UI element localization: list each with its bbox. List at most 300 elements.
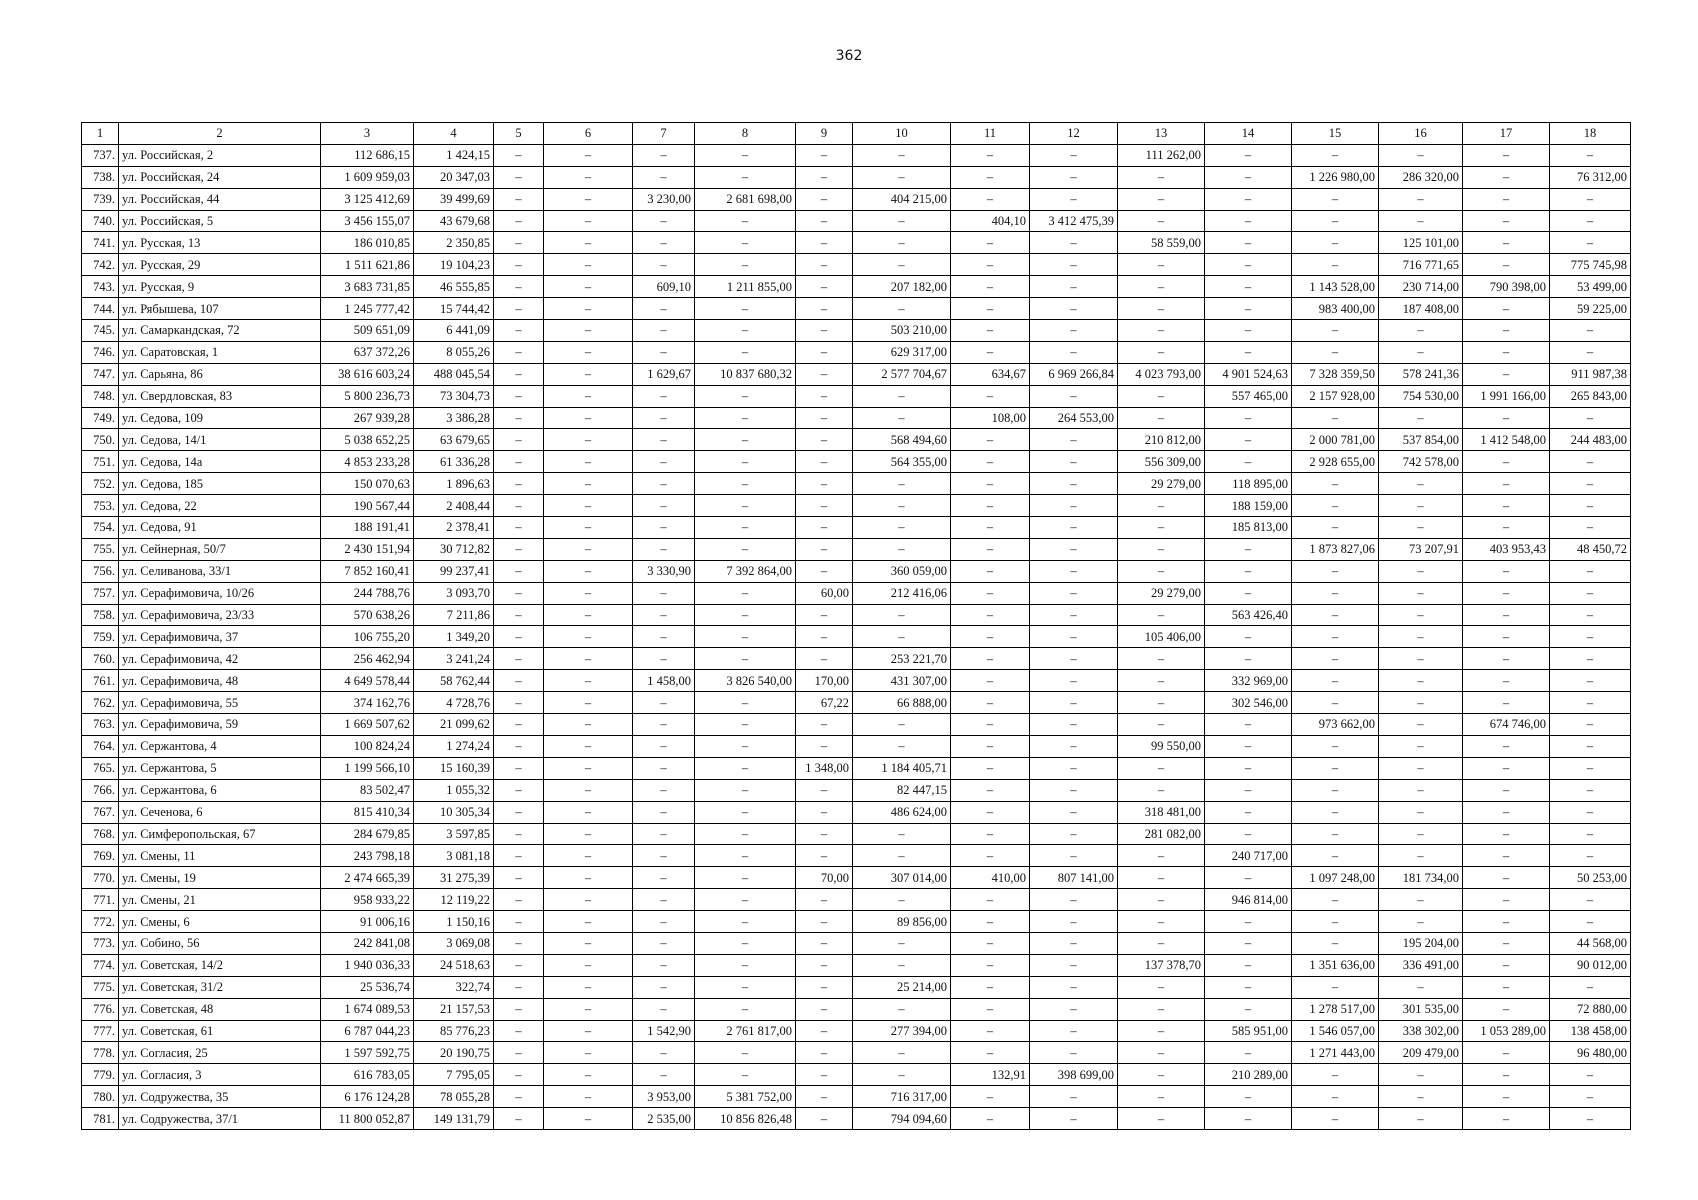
value-cell: –: [633, 823, 695, 845]
value-cell: 70,00: [796, 867, 853, 889]
value-cell: –: [633, 998, 695, 1020]
value-cell: 3 241,24: [414, 648, 494, 670]
value-cell: –: [1118, 604, 1205, 626]
value-cell: –: [1205, 407, 1292, 429]
value-cell: –: [494, 954, 544, 976]
value-cell: –: [853, 517, 951, 539]
value-cell: 5 800 236,73: [321, 385, 414, 407]
value-cell: 634,67: [951, 363, 1030, 385]
row-number-cell: 754.: [82, 517, 119, 539]
value-cell: –: [1118, 779, 1205, 801]
table-row: [82, 714, 1631, 736]
table-row: [82, 998, 1631, 1020]
value-cell: –: [1030, 298, 1118, 320]
value-cell: –: [544, 232, 633, 254]
value-cell: 3 597,85: [414, 823, 494, 845]
row-number-cell: 761.: [82, 670, 119, 692]
value-cell: –: [853, 889, 951, 911]
value-cell: 100 824,24: [321, 735, 414, 757]
value-cell: –: [695, 1042, 796, 1064]
value-cell: 105 406,00: [1118, 626, 1205, 648]
value-cell: –: [544, 298, 633, 320]
value-cell: –: [1205, 582, 1292, 604]
address-cell: ул. Российская, 2: [119, 144, 321, 166]
value-cell: 557 465,00: [1205, 385, 1292, 407]
value-cell: 973 662,00: [1292, 714, 1379, 736]
value-cell: –: [494, 1020, 544, 1042]
value-cell: –: [853, 1064, 951, 1086]
row-number-cell: 771.: [82, 889, 119, 911]
value-cell: –: [796, 714, 853, 736]
value-cell: –: [1118, 276, 1205, 298]
value-cell: –: [853, 254, 951, 276]
value-cell: –: [1550, 911, 1631, 933]
column-header: 3: [321, 123, 414, 145]
address-cell: ул. Русская, 29: [119, 254, 321, 276]
value-cell: 1 873 827,06: [1292, 538, 1379, 560]
value-cell: –: [1550, 473, 1631, 495]
value-cell: –: [494, 801, 544, 823]
value-cell: 111 262,00: [1118, 144, 1205, 166]
value-cell: –: [1292, 604, 1379, 626]
table-row: [82, 1042, 1631, 1064]
table-row: [82, 517, 1631, 539]
value-cell: –: [1463, 560, 1550, 582]
value-cell: –: [951, 823, 1030, 845]
value-cell: –: [544, 845, 633, 867]
address-cell: ул. Серафимовича, 55: [119, 692, 321, 714]
row-number-cell: 779.: [82, 1064, 119, 1086]
value-cell: –: [1550, 604, 1631, 626]
table-row: [82, 582, 1631, 604]
row-number-cell: 773.: [82, 932, 119, 954]
value-cell: –: [544, 867, 633, 889]
value-cell: 1 542,90: [633, 1020, 695, 1042]
value-cell: –: [796, 473, 853, 495]
value-cell: –: [633, 801, 695, 823]
value-cell: –: [544, 757, 633, 779]
value-cell: –: [951, 626, 1030, 648]
value-cell: –: [951, 298, 1030, 320]
value-cell: –: [951, 801, 1030, 823]
value-cell: 150 070,63: [321, 473, 414, 495]
address-cell: ул. Согласия, 3: [119, 1064, 321, 1086]
value-cell: –: [951, 954, 1030, 976]
value-cell: –: [951, 1020, 1030, 1042]
value-cell: –: [1118, 517, 1205, 539]
value-cell: 742 578,00: [1379, 451, 1463, 473]
value-cell: –: [494, 757, 544, 779]
row-number-cell: 770.: [82, 867, 119, 889]
value-cell: –: [1550, 1086, 1631, 1108]
value-cell: 1 669 507,62: [321, 714, 414, 736]
column-header: 5: [494, 123, 544, 145]
value-cell: –: [796, 648, 853, 670]
value-cell: –: [1118, 932, 1205, 954]
row-number-cell: 751.: [82, 451, 119, 473]
value-cell: –: [695, 407, 796, 429]
value-cell: –: [695, 954, 796, 976]
value-cell: –: [695, 232, 796, 254]
column-header: 15: [1292, 123, 1379, 145]
value-cell: –: [1030, 1108, 1118, 1130]
value-cell: –: [1118, 341, 1205, 363]
value-cell: 46 555,85: [414, 276, 494, 298]
value-cell: –: [633, 1064, 695, 1086]
value-cell: –: [853, 954, 951, 976]
value-cell: 2 928 655,00: [1292, 451, 1379, 473]
row-number-cell: 755.: [82, 538, 119, 560]
value-cell: 1 991 166,00: [1463, 385, 1550, 407]
value-cell: –: [544, 473, 633, 495]
value-cell: –: [695, 757, 796, 779]
value-cell: –: [1030, 320, 1118, 342]
value-cell: –: [1463, 604, 1550, 626]
value-cell: 6 176 124,28: [321, 1086, 414, 1108]
value-cell: –: [695, 473, 796, 495]
value-cell: 59 225,00: [1550, 298, 1631, 320]
value-cell: –: [494, 976, 544, 998]
value-cell: –: [1379, 604, 1463, 626]
value-cell: –: [494, 692, 544, 714]
value-cell: –: [1292, 1064, 1379, 1086]
value-cell: 3 412 475,39: [1030, 210, 1118, 232]
value-cell: –: [695, 626, 796, 648]
value-cell: 3 125 412,69: [321, 188, 414, 210]
column-header: 12: [1030, 123, 1118, 145]
value-cell: –: [1379, 473, 1463, 495]
table-row: [82, 298, 1631, 320]
value-cell: 1 424,15: [414, 144, 494, 166]
value-cell: –: [951, 757, 1030, 779]
value-cell: –: [494, 538, 544, 560]
value-cell: 1 458,00: [633, 670, 695, 692]
value-cell: –: [633, 232, 695, 254]
value-cell: 19 104,23: [414, 254, 494, 276]
value-cell: –: [544, 495, 633, 517]
value-cell: –: [494, 823, 544, 845]
value-cell: –: [633, 407, 695, 429]
value-cell: –: [1205, 779, 1292, 801]
value-cell: –: [1030, 429, 1118, 451]
row-number-cell: 744.: [82, 298, 119, 320]
value-cell: –: [1463, 144, 1550, 166]
column-header: 4: [414, 123, 494, 145]
value-cell: 72 880,00: [1550, 998, 1631, 1020]
row-number-cell: 759.: [82, 626, 119, 648]
value-cell: 7 392 864,00: [695, 560, 796, 582]
address-cell: ул. Симферопольская, 67: [119, 823, 321, 845]
value-cell: 3 330,90: [633, 560, 695, 582]
value-cell: –: [494, 254, 544, 276]
value-cell: –: [796, 1020, 853, 1042]
value-cell: 30 712,82: [414, 538, 494, 560]
value-cell: –: [494, 604, 544, 626]
value-cell: –: [633, 429, 695, 451]
row-number-cell: 772.: [82, 911, 119, 933]
value-cell: 3 386,28: [414, 407, 494, 429]
value-cell: 1 150,16: [414, 911, 494, 933]
table-row: [82, 451, 1631, 473]
value-cell: 170,00: [796, 670, 853, 692]
value-cell: 318 481,00: [1118, 801, 1205, 823]
value-cell: –: [1550, 495, 1631, 517]
value-cell: –: [951, 429, 1030, 451]
value-cell: –: [1292, 188, 1379, 210]
value-cell: –: [1292, 1108, 1379, 1130]
value-cell: –: [1118, 648, 1205, 670]
value-cell: –: [544, 582, 633, 604]
value-cell: 398 699,00: [1030, 1064, 1118, 1086]
value-cell: –: [853, 998, 951, 1020]
value-cell: 96 480,00: [1550, 1042, 1631, 1064]
value-cell: 11 800 052,87: [321, 1108, 414, 1130]
table-row: [82, 495, 1631, 517]
row-number-cell: 769.: [82, 845, 119, 867]
table-row: [82, 735, 1631, 757]
value-cell: –: [951, 1042, 1030, 1064]
value-cell: –: [494, 845, 544, 867]
value-cell: –: [494, 735, 544, 757]
value-cell: 188 191,41: [321, 517, 414, 539]
value-cell: 24 518,63: [414, 954, 494, 976]
value-cell: 1 271 443,00: [1292, 1042, 1379, 1064]
value-cell: –: [951, 538, 1030, 560]
value-cell: –: [544, 779, 633, 801]
row-number-cell: 741.: [82, 232, 119, 254]
value-cell: –: [544, 714, 633, 736]
value-cell: –: [1205, 911, 1292, 933]
value-cell: –: [1550, 1108, 1631, 1130]
value-cell: 85 776,23: [414, 1020, 494, 1042]
value-cell: –: [951, 144, 1030, 166]
value-cell: –: [1550, 582, 1631, 604]
value-cell: 243 798,18: [321, 845, 414, 867]
value-cell: –: [951, 232, 1030, 254]
row-number-cell: 764.: [82, 735, 119, 757]
value-cell: –: [1550, 210, 1631, 232]
value-cell: –: [951, 385, 1030, 407]
value-cell: –: [951, 670, 1030, 692]
value-cell: –: [494, 210, 544, 232]
column-header: 16: [1379, 123, 1463, 145]
value-cell: 8 055,26: [414, 341, 494, 363]
column-header: 9: [796, 123, 853, 145]
row-number-cell: 767.: [82, 801, 119, 823]
value-cell: –: [633, 582, 695, 604]
value-cell: 10 856 826,48: [695, 1108, 796, 1130]
address-cell: ул. Серафимовича, 48: [119, 670, 321, 692]
value-cell: –: [1292, 932, 1379, 954]
value-cell: 7 795,05: [414, 1064, 494, 1086]
value-cell: –: [1463, 320, 1550, 342]
table-row: [82, 779, 1631, 801]
value-cell: 1 412 548,00: [1463, 429, 1550, 451]
value-cell: 277 394,00: [853, 1020, 951, 1042]
value-cell: –: [1205, 429, 1292, 451]
value-cell: –: [695, 538, 796, 560]
value-cell: 1 055,32: [414, 779, 494, 801]
value-cell: 302 546,00: [1205, 692, 1292, 714]
value-cell: –: [544, 320, 633, 342]
value-cell: –: [633, 604, 695, 626]
value-cell: –: [695, 604, 796, 626]
value-cell: –: [796, 407, 853, 429]
value-cell: –: [1030, 911, 1118, 933]
value-cell: –: [1030, 473, 1118, 495]
value-cell: 3 069,08: [414, 932, 494, 954]
value-cell: –: [633, 757, 695, 779]
value-cell: –: [544, 954, 633, 976]
value-cell: –: [1030, 889, 1118, 911]
value-cell: 73 304,73: [414, 385, 494, 407]
value-cell: –: [1379, 210, 1463, 232]
value-cell: –: [1463, 495, 1550, 517]
column-header: 7: [633, 123, 695, 145]
value-cell: –: [1205, 560, 1292, 582]
row-number-cell: 745.: [82, 320, 119, 342]
value-cell: 284 679,85: [321, 823, 414, 845]
value-cell: –: [494, 232, 544, 254]
value-cell: –: [1463, 801, 1550, 823]
value-cell: –: [1030, 254, 1118, 276]
value-cell: 78 055,28: [414, 1086, 494, 1108]
value-cell: –: [1118, 670, 1205, 692]
value-cell: –: [796, 735, 853, 757]
value-cell: –: [695, 582, 796, 604]
value-cell: 4 728,76: [414, 692, 494, 714]
value-cell: –: [494, 582, 544, 604]
row-number-cell: 752.: [82, 473, 119, 495]
address-cell: ул. Сержантова, 4: [119, 735, 321, 757]
value-cell: –: [1550, 692, 1631, 714]
value-cell: –: [796, 495, 853, 517]
value-cell: 629 317,00: [853, 341, 951, 363]
value-cell: –: [544, 801, 633, 823]
value-cell: –: [1379, 823, 1463, 845]
address-cell: ул. Свердловская, 83: [119, 385, 321, 407]
value-cell: –: [544, 144, 633, 166]
row-number-cell: 778.: [82, 1042, 119, 1064]
value-cell: –: [796, 320, 853, 342]
table-row: [82, 801, 1631, 823]
value-cell: –: [544, 429, 633, 451]
value-cell: 1 351 636,00: [1292, 954, 1379, 976]
value-cell: –: [494, 276, 544, 298]
value-cell: 2 681 698,00: [695, 188, 796, 210]
row-number-cell: 765.: [82, 757, 119, 779]
value-cell: –: [695, 451, 796, 473]
value-cell: –: [494, 998, 544, 1020]
value-cell: –: [951, 998, 1030, 1020]
value-cell: –: [1379, 1108, 1463, 1130]
value-cell: 563 426,40: [1205, 604, 1292, 626]
value-cell: –: [1292, 692, 1379, 714]
value-cell: 609,10: [633, 276, 695, 298]
address-cell: ул. Сейнерная, 50/7: [119, 538, 321, 560]
value-cell: –: [1030, 823, 1118, 845]
value-cell: –: [1118, 1064, 1205, 1086]
value-cell: –: [1118, 298, 1205, 320]
value-cell: 106 755,20: [321, 626, 414, 648]
value-cell: –: [1463, 976, 1550, 998]
value-cell: –: [1030, 341, 1118, 363]
value-cell: –: [1292, 341, 1379, 363]
value-cell: –: [544, 560, 633, 582]
value-cell: 775 745,98: [1550, 254, 1631, 276]
value-cell: –: [1292, 320, 1379, 342]
value-cell: –: [695, 1064, 796, 1086]
value-cell: –: [633, 451, 695, 473]
value-cell: –: [1463, 823, 1550, 845]
table-row: [82, 757, 1631, 779]
value-cell: –: [1550, 670, 1631, 692]
value-cell: 244 483,00: [1550, 429, 1631, 451]
row-number-cell: 768.: [82, 823, 119, 845]
value-cell: –: [1205, 735, 1292, 757]
value-cell: –: [796, 254, 853, 276]
value-cell: –: [633, 692, 695, 714]
value-cell: –: [695, 517, 796, 539]
value-cell: 58 762,44: [414, 670, 494, 692]
value-cell: –: [1118, 889, 1205, 911]
value-cell: –: [1205, 451, 1292, 473]
value-cell: –: [1379, 188, 1463, 210]
value-cell: –: [544, 451, 633, 473]
address-cell: ул. Серафимовича, 59: [119, 714, 321, 736]
value-cell: 2 378,41: [414, 517, 494, 539]
value-cell: –: [1379, 976, 1463, 998]
table-row: [82, 210, 1631, 232]
value-cell: –: [494, 341, 544, 363]
value-cell: 568 494,60: [853, 429, 951, 451]
value-cell: –: [1292, 407, 1379, 429]
value-cell: 10 305,34: [414, 801, 494, 823]
value-cell: 138 458,00: [1550, 1020, 1631, 1042]
value-cell: –: [1292, 648, 1379, 670]
value-cell: 21 157,53: [414, 998, 494, 1020]
value-cell: 2 000 781,00: [1292, 429, 1379, 451]
value-cell: –: [1030, 692, 1118, 714]
table-row: [82, 232, 1631, 254]
address-cell: ул. Седова, 22: [119, 495, 321, 517]
value-cell: 403 953,43: [1463, 538, 1550, 560]
value-cell: –: [695, 889, 796, 911]
value-cell: –: [1292, 626, 1379, 648]
value-cell: –: [633, 626, 695, 648]
table-row: [82, 429, 1631, 451]
value-cell: –: [633, 911, 695, 933]
address-cell: ул. Советская, 31/2: [119, 976, 321, 998]
value-cell: –: [1205, 932, 1292, 954]
value-cell: –: [1030, 517, 1118, 539]
row-number-cell: 749.: [82, 407, 119, 429]
value-cell: 1 629,67: [633, 363, 695, 385]
value-cell: 73 207,91: [1379, 538, 1463, 560]
value-cell: –: [633, 648, 695, 670]
value-cell: –: [1030, 451, 1118, 473]
address-cell: ул. Сержантова, 5: [119, 757, 321, 779]
value-cell: 585 951,00: [1205, 1020, 1292, 1042]
value-cell: –: [796, 1042, 853, 1064]
value-cell: –: [1379, 889, 1463, 911]
value-cell: –: [494, 889, 544, 911]
value-cell: –: [796, 1086, 853, 1108]
value-cell: –: [1463, 341, 1550, 363]
row-number-cell: 777.: [82, 1020, 119, 1042]
value-cell: –: [1463, 582, 1550, 604]
value-cell: –: [1463, 845, 1550, 867]
